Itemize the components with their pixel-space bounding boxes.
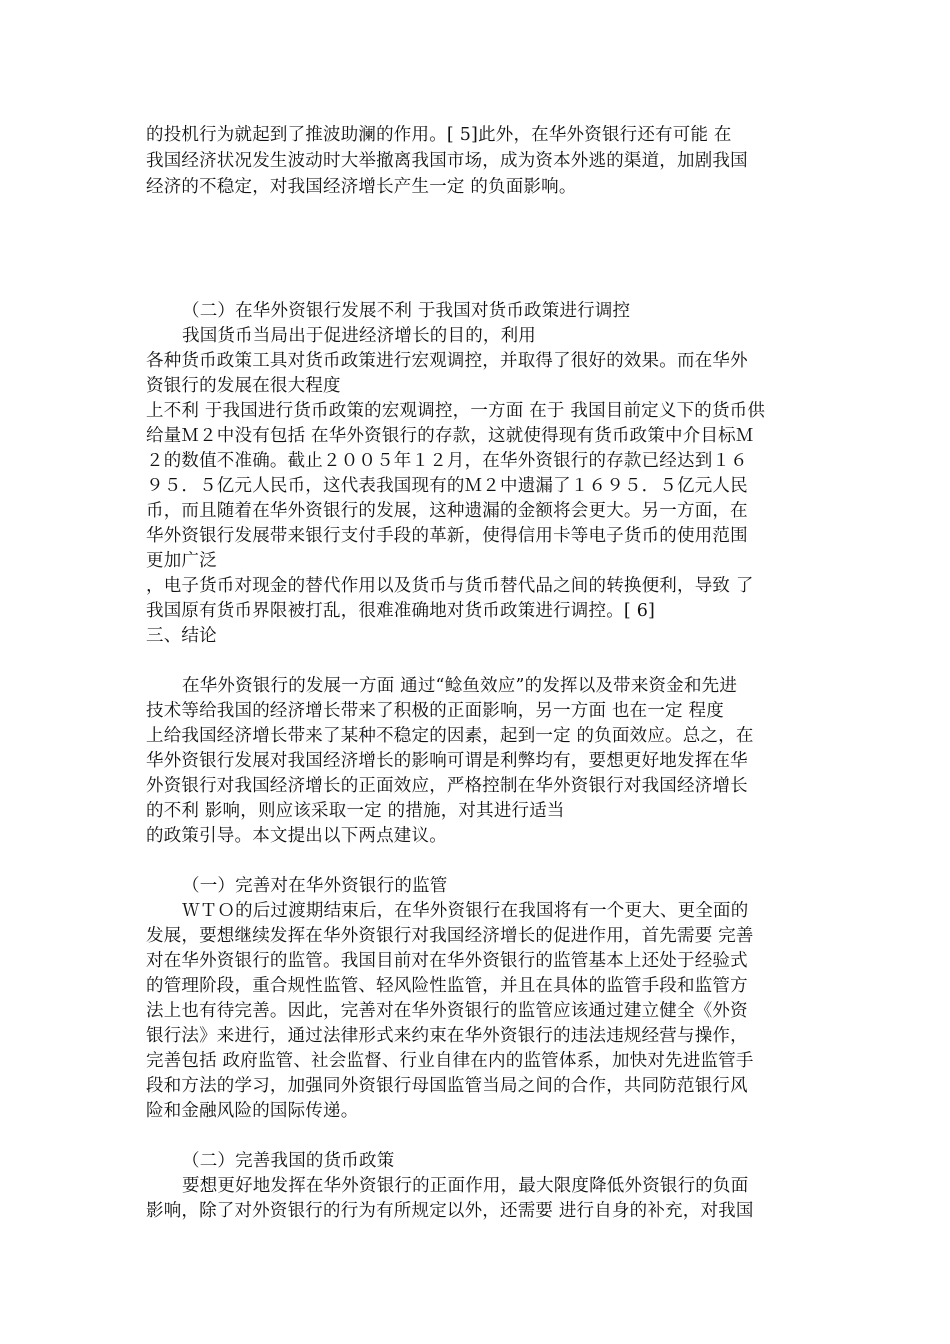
text-line: 对在华外资银行的监管。我国目前对在华外资银行的监管基本上还处于经验式 — [146, 951, 748, 971]
text-line: 币，而且随着在华外资银行的发展，这种遗漏的金额将会更大。另一方面，在 — [146, 501, 748, 521]
text-line: 更加广泛 — [146, 551, 217, 571]
text-line: 我国经济状况发生波动时大举撤离我国市场，成为资本外逃的渠道，加剧我国 — [146, 151, 748, 171]
text-line: 上给我国经济增长带来了某种不稳定的因素，起到一定 的负面效应。总之，在 — [146, 726, 754, 746]
text-line: 的政策引导。本文提出以下两点建议。 — [146, 826, 447, 846]
text-line: 的管理阶段，重合规性监管、轻风险性监管，并且在具体的监管手段和监管方 — [146, 976, 748, 996]
text-line: ，电子货币对现金的替代作用以及货币与货币替代品之间的转换便利，导致 了 — [146, 576, 754, 596]
text-line: 技术等给我国的经济增长带来了积极的正面影响，另一方面 也在一定 程度 — [146, 701, 724, 721]
text-line: 我国原有货币界限被打乱，很难准确地对货币政策进行调控。[ 6] — [146, 601, 656, 621]
text-line: 上不利 于我国进行货币政策的宏观调控，一方面 在于 我国目前定义下的货币供 — [146, 401, 766, 421]
section-heading: 三、结论 — [146, 626, 217, 646]
text-line: 的不利 影响，则应该采取一定 的措施，对其进行适当 — [146, 801, 565, 821]
section-heading: （二）完善我国的货币政策 — [182, 1151, 395, 1171]
section-heading: （二）在华外资银行发展不利 于我国对货币政策进行调控 — [182, 301, 631, 321]
text-line: 各种货币政策工具对货币政策进行宏观调控，并取得了很好的效果。而在华外 — [146, 351, 748, 371]
section-heading: （一）完善对在华外资银行的监管 — [182, 876, 448, 896]
text-line: 我国货币当局出于促进经济增长的目的，利用 — [182, 326, 536, 346]
text-line: ９５．５亿元人民币，这代表我国现有的Ｍ２中遗漏了１６９５．５亿元人民 — [146, 476, 748, 496]
text-line: 银行法》来进行，通过法律形式来约束在华外资银行的违法违规经营与操作， — [146, 1026, 748, 1046]
text-line: 的投机行为就起到了推波助澜的作用。[ 5]此外，在华外资银行还有可能 在 — [146, 125, 732, 145]
text-line: ＷＴＯ的后过渡期结束后，在华外资银行在我国将有一个更大、更全面的 — [182, 901, 749, 921]
text-line: ２的数值不准确。截止２００５年１２月，在华外资银行的存款已经达到１６ — [146, 451, 748, 471]
text-line: 要想更好地发挥在华外资银行的正面作用，最大限度降低外资银行的负面 — [182, 1176, 749, 1196]
text-line: 资银行的发展在很大程度 — [146, 376, 341, 396]
text-line: 经济的不稳定，对我国经济增长产生一定 的负面影响。 — [146, 177, 577, 197]
text-line: 外资银行对我国经济增长的正面效应，严格控制在华外资银行对我国经济增长 — [146, 776, 748, 796]
text-line: 华外资银行发展带来银行支付手段的革新，使得信用卡等电子货币的使用范围 — [146, 526, 748, 546]
text-line: 在华外资银行的发展一方面 通过“鲶鱼效应”的发挥以及带来资金和先进 — [182, 676, 738, 696]
text-line: 段和方法的学习，加强同外资银行母国监管当局之间的合作，共同防范银行风 — [146, 1076, 748, 1096]
text-line: 发展，要想继续发挥在华外资银行对我国经济增长的促进作用，首先需要 完善 — [146, 926, 754, 946]
text-line: 给量Ｍ２中没有包括 在华外资银行的存款，这就使得现有货币政策中介目标Ｍ — [146, 426, 754, 446]
text-line: 影响，除了对外资银行的行为有所规定以外，还需要 进行自身的补充，对我国 — [146, 1201, 754, 1221]
text-line: 华外资银行发展对我国经济增长的影响可谓是利弊均有，要想更好地发挥在华 — [146, 751, 748, 771]
text-line: 法上也有待完善。因此，完善对在华外资银行的监管应该通过建立健全《外资 — [146, 1001, 748, 1021]
text-line: 险和金融风险的国际传递。 — [146, 1101, 359, 1121]
text-line: 完善包括 政府监管、社会监督、行业自律在内的监管体系，加快对先进监管手 — [146, 1051, 754, 1071]
